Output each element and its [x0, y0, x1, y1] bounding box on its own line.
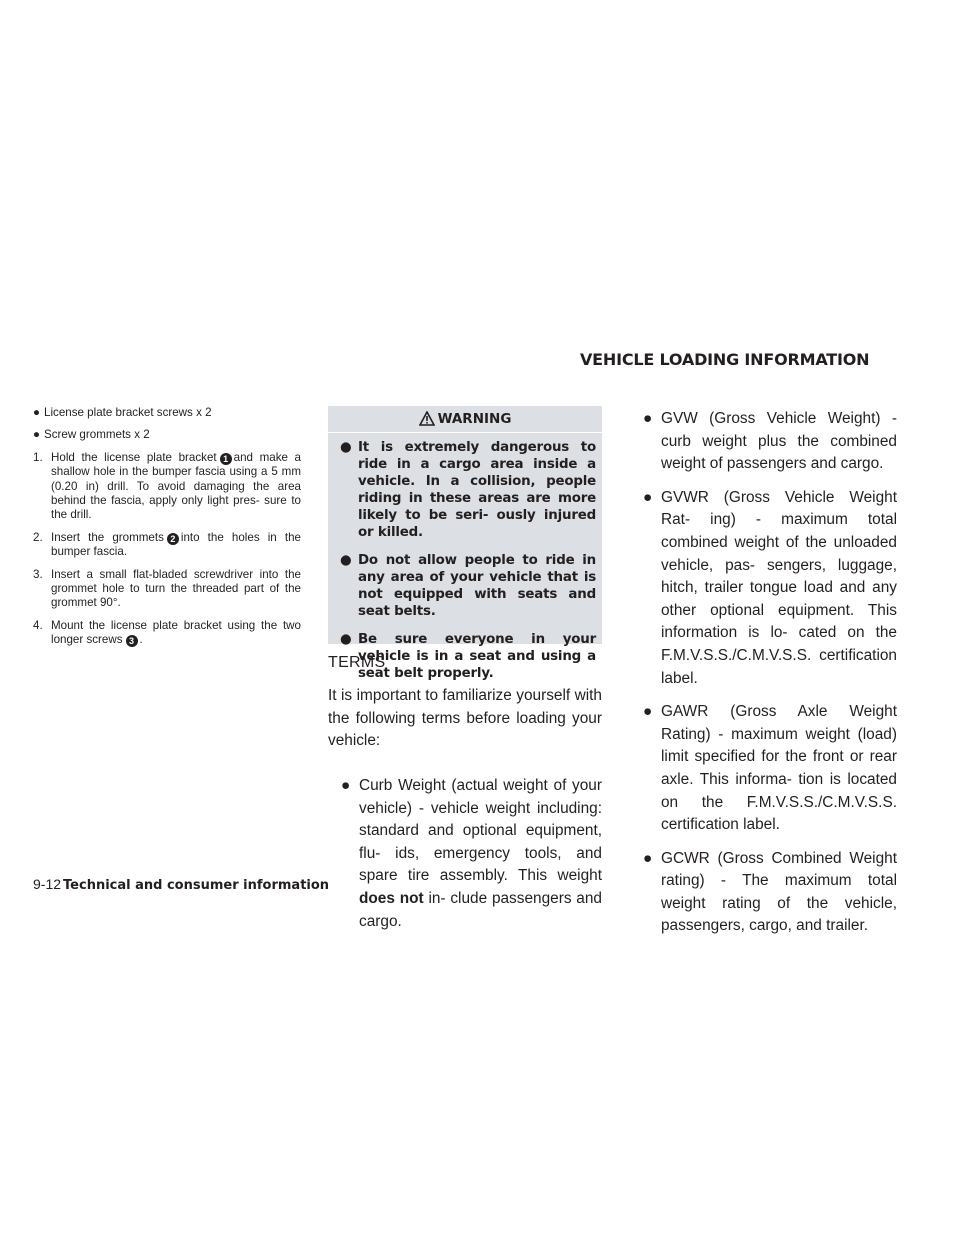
warning-triangle-icon	[419, 411, 435, 426]
bullet-icon: ●	[341, 777, 351, 794]
bullet-icon: ●	[340, 553, 352, 568]
list-item	[33, 428, 301, 442]
terms-heading: TERMS	[328, 654, 386, 671]
callout-marker-icon: 3	[126, 635, 138, 647]
warning-item	[338, 439, 596, 541]
terms-list	[337, 775, 602, 945]
bullet-icon: ●	[33, 428, 41, 442]
warning-header	[328, 406, 602, 433]
term-text: GVW (Gross Vehicle Weight) - curb weight plus the combined weight of passengers and cargo.	[661, 410, 897, 473]
term-item	[639, 848, 897, 938]
step-text: Insert the grommets	[51, 530, 164, 544]
step-item	[33, 451, 301, 523]
term-item	[639, 408, 897, 476]
term-text: GCWR (Gross Combined Weight rating) - The maximum total weight rating of the vehicle, passengers, cargo, and trailer.	[661, 849, 897, 935]
term-item	[639, 701, 897, 837]
warning-text: It is extremely dangerous to ride in a cargo area inside a vehicle. In a collision, people riding in these areas are more likely to be seri- ously injured or killed.	[358, 440, 596, 540]
bullet-icon: ●	[643, 703, 653, 721]
terms-list-continued	[639, 408, 897, 949]
section-title: VEHICLE LOADING INFORMATION	[580, 350, 870, 369]
step-item	[33, 531, 301, 560]
term-emphasis: does not	[359, 889, 424, 907]
step-item	[33, 568, 301, 611]
warning-title: WARNING	[437, 411, 512, 427]
page-footer	[33, 876, 329, 893]
step-item	[33, 619, 301, 648]
bullet-icon: ●	[643, 410, 653, 427]
bullet-icon: ●	[33, 406, 41, 419]
step-number: 4.	[33, 618, 43, 632]
term-item	[337, 775, 602, 933]
bullet-icon: ●	[340, 632, 352, 647]
callout-marker-icon: 1	[220, 453, 232, 465]
bullet-icon: ●	[643, 849, 653, 867]
term-text: GVWR (Gross Vehicle Weight Rat- ing) - maximum total combined weight of the unloaded vehicle, pas- sengers, luggage, hitch, trailer tongue load and any other optional equipment. This information is lo- cated on the F.M.V.S.S./C.M.V.S.S. certification label.	[661, 488, 897, 687]
warning-text: Do not allow people to ride in any area of your vehicle that is not equipped with seats and seat belts.	[358, 553, 596, 619]
bullet-icon: ●	[340, 440, 352, 455]
step-text: .	[139, 633, 143, 647]
page-number: 9-12	[33, 876, 62, 892]
list-item	[33, 406, 301, 420]
license-plate-instructions	[33, 406, 301, 656]
step-number: 3.	[33, 567, 43, 581]
step-text: Insert a small flat-bladed screwdriver into the grommet hole to turn the threaded part of the grommet 90°.	[51, 567, 301, 610]
step-text: Hold the license plate bracket	[51, 450, 217, 464]
term-text: in- clude passengers and cargo.	[359, 889, 602, 930]
callout-marker-icon: 2	[167, 533, 179, 545]
term-item	[639, 487, 897, 690]
terms-intro: It is important to familiarize yourself with the following terms before loading your vehicle:	[328, 687, 602, 750]
bullet-icon: ●	[643, 488, 653, 506]
step-number: 2.	[33, 530, 43, 544]
term-text: Curb Weight (actual weight of your vehicle) - vehicle weight including: standard and optional equipment, flu- ids, emergency tools, and spare tire assembly. This weight	[359, 777, 602, 885]
bullet-text: License plate bracket screws x 2	[44, 406, 212, 419]
bullet-text: Screw grommets x 2	[44, 428, 150, 442]
warning-item	[338, 552, 596, 620]
step-number: 1.	[33, 450, 43, 464]
term-text: GAWR (Gross Axle Weight Rating) - maximum weight (load) limit specified for the front or rear axle. This informa- tion is located on the F.M.V.S.S./C.M.V.S.S. certification label.	[661, 703, 897, 834]
warning-text: Be sure everyone in your vehicle is in a seat and using a seat belt properly.	[358, 632, 596, 681]
step-text: into the holes in the bumper fascia.	[51, 530, 301, 559]
step-text: and make a shallow hole in the bumper fascia using a 5 mm (0.20 in) drill. To avoid damaging the area behind the fascia, apply only light pres- sure to the drill.	[51, 450, 301, 522]
chapter-title: Technical and consumer information	[63, 878, 330, 893]
step-text: Mount the license plate bracket using the two longer screws	[51, 618, 301, 647]
